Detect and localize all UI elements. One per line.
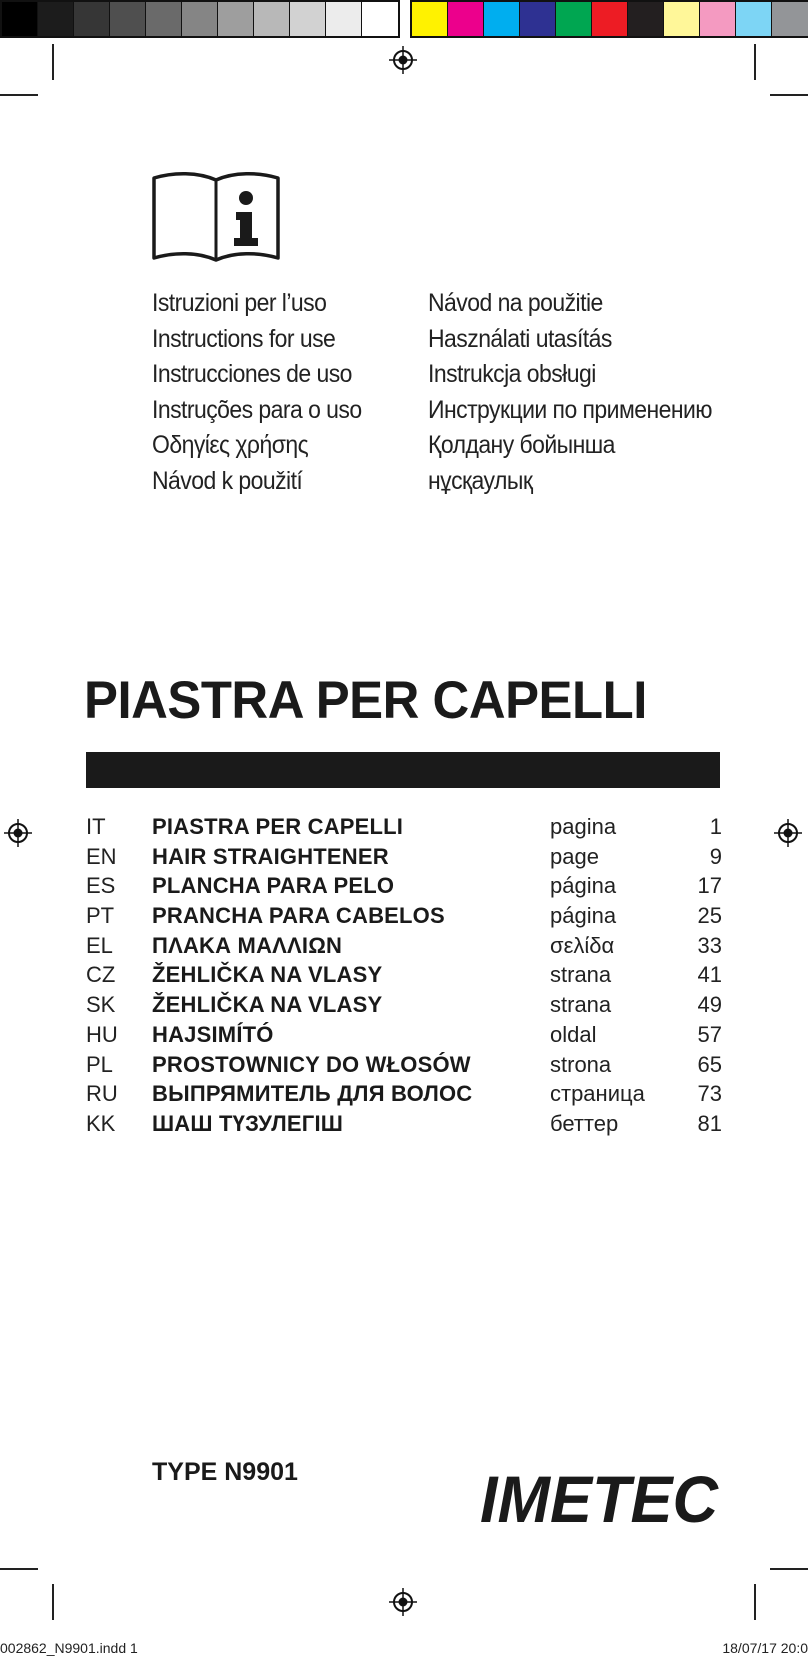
toc-language-code: IT	[86, 814, 106, 839]
model-type-label: TYPE N9901	[152, 1458, 298, 1486]
calibration-swatch	[326, 2, 362, 36]
toc-language-code: RU	[86, 1081, 118, 1107]
toc-page-word: беттер	[550, 1110, 619, 1136]
toc-page-word: página	[550, 873, 617, 899]
calibration-swatch	[2, 2, 38, 36]
registration-mark-icon	[389, 46, 417, 74]
calibration-swatch	[290, 2, 326, 36]
calibration-swatch	[362, 2, 398, 36]
toc-language-code: PL	[86, 1051, 113, 1077]
toc-page-number: 33	[697, 932, 722, 958]
toc-page-number: 1	[709, 814, 722, 839]
crop-mark	[754, 44, 756, 80]
toc-row	[86, 1050, 722, 1080]
language-line: Istruzioni per l’uso	[152, 289, 327, 317]
calibration-swatch	[448, 2, 484, 36]
language-line: Návod k použití	[152, 466, 303, 495]
toc-page-number: 25	[697, 903, 722, 929]
calibration-swatch	[110, 2, 146, 36]
color-calibration-bar	[410, 0, 808, 38]
language-line: Instrukcja obsługi	[428, 360, 596, 389]
language-line: Οδηγίες χρήσης	[152, 431, 309, 460]
grey-calibration-bar	[0, 0, 400, 38]
calibration-swatch	[700, 2, 736, 36]
toc-section-title: ΠΛΑΚΑ ΜΑΛΛΙΩΝ	[152, 932, 343, 958]
language-line: Návod na použitie	[428, 289, 603, 317]
toc-page-number: 9	[709, 843, 722, 869]
toc-language-code: KK	[86, 1110, 116, 1136]
toc-page-number: 17	[697, 873, 722, 899]
toc-page-word: page	[550, 843, 599, 869]
product-title: PIASTRA PER CAPELLI	[84, 671, 647, 730]
crop-mark	[754, 1584, 756, 1620]
info-manual-icon	[150, 168, 282, 264]
language-line: Instructions for use	[152, 324, 336, 353]
table-of-contents	[86, 812, 722, 1139]
toc-page-word: страница	[550, 1081, 645, 1107]
toc-section-title: PROSTOWNICY DO WŁOSÓW	[152, 1051, 471, 1077]
toc-page-number: 65	[697, 1051, 722, 1077]
toc-section-title: PRANCHA PARA CABELOS	[152, 903, 445, 929]
toc-language-code: EL	[86, 932, 113, 958]
calibration-swatch	[772, 2, 808, 36]
calibration-swatch	[182, 2, 218, 36]
toc-section-title: HAIR STRAIGHTENER	[152, 843, 389, 869]
language-line: Instruções para o uso	[152, 395, 362, 424]
calibration-swatch	[556, 2, 592, 36]
crop-mark	[770, 94, 808, 96]
calibration-swatch	[664, 2, 700, 36]
toc-row	[86, 871, 722, 901]
toc-page-number: 57	[697, 1021, 722, 1047]
toc-section-title: ŽEHLIČKA NA VLASY	[152, 962, 383, 988]
title-rule	[86, 752, 720, 788]
calibration-swatch	[628, 2, 664, 36]
calibration-swatch	[484, 2, 520, 36]
toc-row	[86, 1020, 722, 1050]
crop-mark	[770, 1568, 808, 1570]
crop-mark	[0, 1568, 38, 1570]
toc-section-title: HAJSIMÍTÓ	[152, 1021, 274, 1047]
toc-page-word: página	[550, 903, 617, 929]
brand-logo-text: IMETEC	[480, 1462, 720, 1532]
toc-page-number: 73	[697, 1081, 722, 1107]
toc-page-word: strana	[550, 962, 612, 988]
brand-logo	[480, 1460, 720, 1532]
toc-page-word: strona	[550, 1051, 612, 1077]
language-line: Használati utasítás	[428, 324, 612, 353]
toc-row	[86, 901, 722, 931]
toc-page-number: 49	[697, 992, 722, 1018]
footer-date: 18/07/17 20:0	[722, 1640, 808, 1656]
registration-mark-icon	[389, 1588, 417, 1616]
toc-language-code: SK	[86, 992, 116, 1018]
toc-page-number: 41	[697, 962, 722, 988]
calibration-swatch	[146, 2, 182, 36]
languages-column-right	[428, 286, 712, 500]
toc-row	[86, 931, 722, 961]
toc-row	[86, 812, 722, 842]
toc-row	[86, 842, 722, 872]
crop-mark	[0, 94, 38, 96]
toc-row	[86, 990, 722, 1020]
toc-language-code: PT	[86, 903, 115, 929]
calibration-swatch	[254, 2, 290, 36]
toc-language-code: CZ	[86, 962, 116, 988]
toc-section-title: PLANCHA PARA PELO	[152, 873, 395, 899]
languages-column-left	[152, 286, 362, 500]
language-line: Қолдану бойынша	[428, 431, 615, 460]
calibration-swatch	[412, 2, 448, 36]
registration-mark-icon	[774, 819, 802, 847]
calibration-swatch	[520, 2, 556, 36]
crop-mark	[52, 1584, 54, 1620]
calibration-swatch	[736, 2, 772, 36]
calibration-swatch	[592, 2, 628, 36]
toc-page-word: strana	[550, 992, 612, 1018]
language-line: нұсқаулық	[428, 466, 533, 495]
toc-section-title: ШАШ ТҮЗУЛЕГІШ	[152, 1110, 344, 1136]
calibration-swatch	[218, 2, 254, 36]
toc-row	[86, 960, 722, 990]
toc-page-word: pagina	[550, 814, 617, 839]
toc-section-title: ВЫПРЯМИТЕЛЬ ДЛЯ ВОЛОС	[152, 1081, 473, 1107]
toc-page-word: oldal	[550, 1021, 597, 1047]
toc-language-code: HU	[86, 1021, 118, 1047]
calibration-swatch	[38, 2, 74, 36]
language-line: Инструкции по применению	[428, 395, 713, 424]
toc-section-title: PIASTRA PER CAPELLI	[152, 814, 404, 839]
toc-page-word: σελίδα	[550, 932, 615, 958]
language-line: Instrucciones de uso	[152, 360, 352, 389]
crop-mark	[52, 44, 54, 80]
calibration-swatch	[74, 2, 110, 36]
footer-file-name: 002862_N9901.indd 1	[0, 1640, 138, 1656]
toc-language-code: ES	[86, 873, 116, 899]
registration-mark-icon	[4, 819, 32, 847]
toc-page-number: 81	[697, 1110, 722, 1136]
toc-row	[86, 1079, 722, 1109]
toc-section-title: ŽEHLIČKA NA VLASY	[152, 992, 383, 1018]
toc-row	[86, 1109, 722, 1139]
toc-language-code: EN	[86, 843, 117, 869]
